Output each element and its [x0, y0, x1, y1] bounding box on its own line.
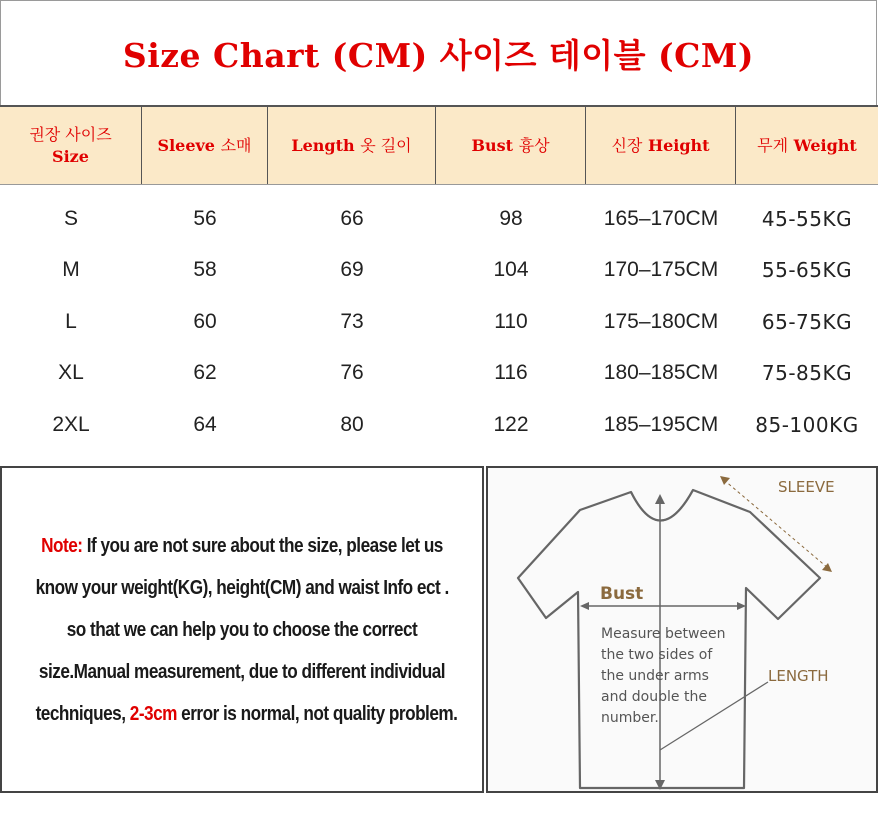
header-height-ko: 신장	[611, 135, 643, 155]
measure-text: and double the	[601, 689, 707, 705]
cell-size: XL	[58, 361, 84, 385]
cell-sleeve: 62	[193, 361, 217, 385]
size-table-body	[0, 193, 878, 451]
header-size-en: Size	[52, 146, 89, 166]
note-text: error is normal, not quality problem.	[176, 702, 458, 725]
bust-label: Bust	[600, 584, 644, 604]
header-sleeve-ko: 소매	[220, 135, 252, 155]
header-length-ko: 옷 길이	[360, 135, 412, 155]
note-text: techniques,	[35, 702, 130, 725]
sleeve-label: SLEEVE	[778, 478, 835, 496]
cell-weight: 75-85KG	[761, 361, 853, 386]
header-weight	[736, 107, 878, 184]
measure-text: the under arms	[601, 668, 709, 684]
measure-text: the two sides of	[601, 647, 713, 663]
cell-bust: 110	[494, 309, 528, 333]
cell-weight: 65-75KG	[761, 309, 853, 334]
arrow-head	[720, 476, 730, 485]
neckline	[631, 490, 693, 521]
arrow-head	[580, 602, 589, 610]
arrow-head	[737, 602, 746, 610]
cell-bust: 104	[493, 258, 529, 282]
note-label: Note:	[41, 534, 83, 557]
cell-height: 175–180CM	[603, 309, 719, 333]
cell-length: 80	[340, 412, 364, 436]
header-height	[586, 107, 736, 184]
header-size	[0, 107, 142, 184]
cell-weight: 45-55KG	[761, 206, 853, 231]
cell-bust: 116	[494, 361, 528, 385]
table-row	[0, 348, 878, 400]
table-row	[0, 399, 878, 451]
cell-height: 185–195CM	[603, 412, 719, 436]
header-sleeve	[142, 107, 268, 184]
cell-weight: 85-100KG	[755, 412, 859, 437]
cell-sleeve: 58	[193, 258, 217, 282]
table-row	[0, 245, 878, 297]
cell-length: 66	[340, 206, 364, 230]
cell-length: 76	[340, 361, 364, 385]
cell-bust: 98	[499, 206, 523, 230]
note-line	[36, 525, 449, 567]
cell-sleeve: 56	[193, 206, 217, 230]
tshirt-svg	[488, 468, 878, 793]
arrow-head	[822, 563, 832, 572]
note-text: If you are not sure about the size, please let us	[82, 534, 443, 557]
tshirt-diagram	[486, 466, 878, 793]
header-bust	[436, 107, 586, 184]
arrow-head	[655, 494, 665, 504]
note-line: know your weight(KG), height(CM) and waist Info ect .	[35, 576, 449, 599]
header-bust-ko: 흉상	[518, 135, 550, 155]
measure-text: number.	[601, 710, 659, 726]
cell-sleeve: 60	[193, 309, 217, 333]
header-weight-ko: 무게	[757, 135, 789, 155]
note-box	[0, 466, 484, 793]
cell-length: 69	[340, 258, 364, 282]
cell-bust: 122	[493, 412, 529, 436]
page-title: Size Chart (CM) 사이즈 테이블 (CM)	[122, 35, 755, 75]
header-length-en: Length	[291, 135, 355, 155]
header-size-ko: 권장 사이즈	[29, 124, 112, 144]
note-line: so that we can help you to choose the correct	[66, 618, 418, 641]
header-length	[268, 107, 436, 184]
header-weight-en: Weight	[793, 135, 857, 155]
cell-size: M	[62, 258, 80, 282]
table-row	[0, 296, 878, 348]
cell-weight: 55-65KG	[761, 258, 853, 283]
cell-size: 2XL	[52, 412, 90, 436]
header-bust-en: Bust	[471, 135, 514, 155]
cell-size: L	[65, 309, 77, 333]
cell-size: S	[63, 206, 78, 230]
cell-sleeve: 64	[193, 412, 217, 436]
table-header	[0, 105, 878, 185]
header-height-en: Height	[647, 135, 710, 155]
measure-text: Measure between	[601, 626, 726, 642]
length-label: LENGTH	[768, 667, 829, 685]
title-box	[0, 0, 877, 105]
error-range: 2-3cm	[129, 702, 177, 725]
note-line: size.Manual measurement, due to different individual	[38, 660, 446, 683]
table-row	[0, 193, 878, 245]
cell-height: 180–185CM	[603, 361, 719, 385]
cell-height: 165–170CM	[603, 206, 719, 230]
header-sleeve-en: Sleeve	[157, 135, 215, 155]
note-line	[35, 693, 458, 735]
cell-height: 170–175CM	[603, 258, 719, 282]
cell-length: 73	[340, 309, 364, 333]
